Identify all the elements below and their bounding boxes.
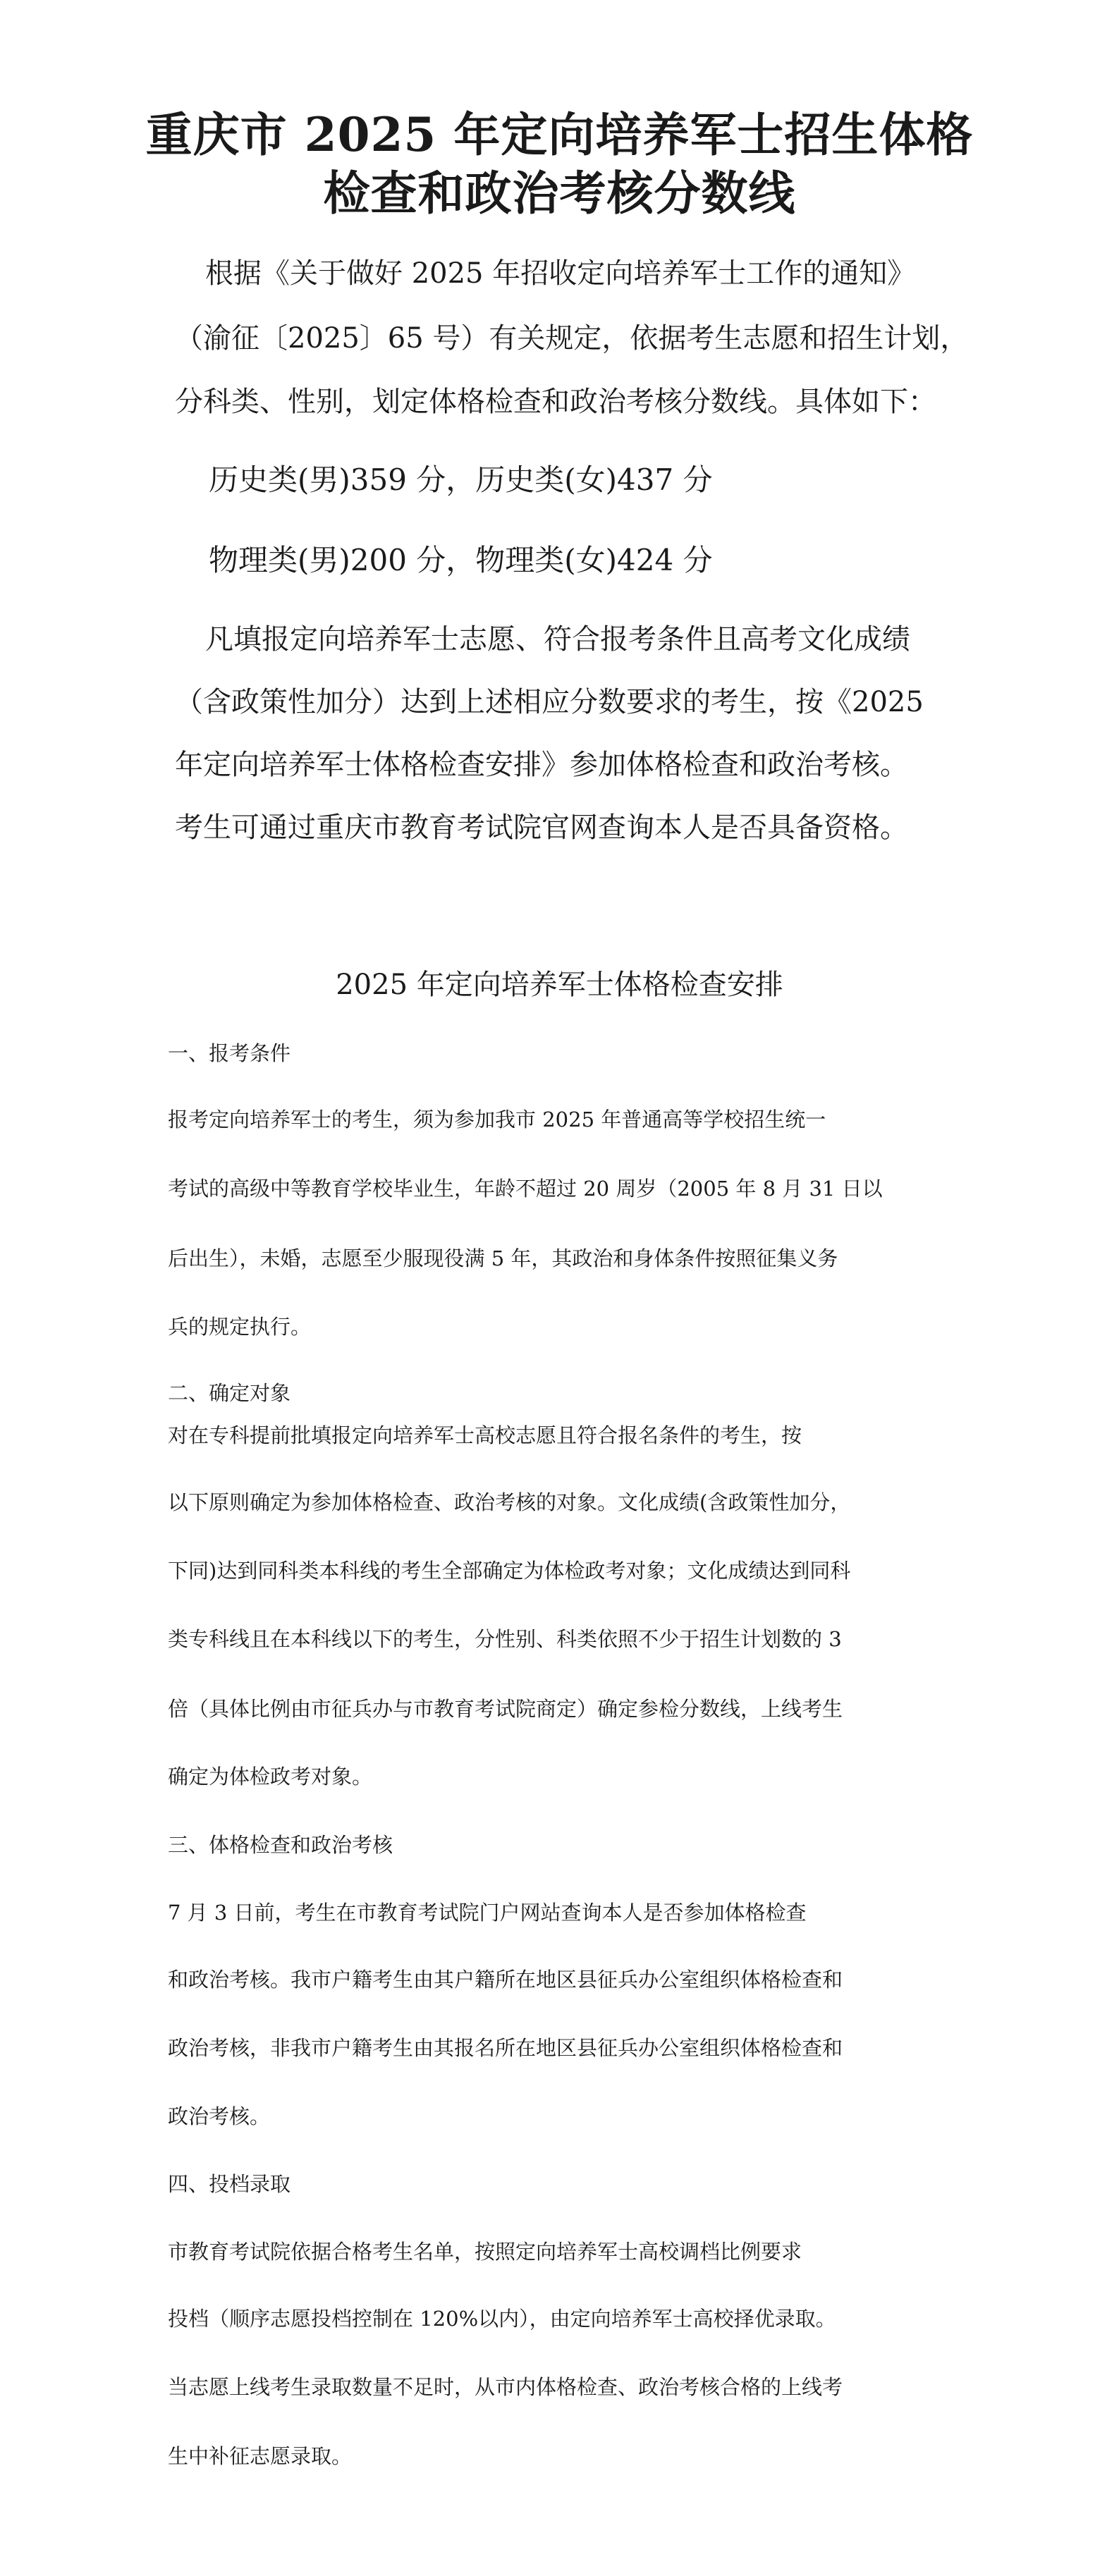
- intro-line: （渝征〔2025〕65 号）有关规定，依据考生志愿和招生计划，: [175, 322, 969, 355]
- section-line: 下同)达到同科类本科线的考生全部确定为体检政考对象；文化成绩达到同科: [168, 1559, 851, 1583]
- section-line: 报考定向培养军士的考生，须为参加我市 2025 年普通高等学校招生统一: [168, 1108, 826, 1131]
- section-line: 7 月 3 日前，考生在市教育考试院门户网站查询本人是否参加体格检查: [168, 1901, 807, 1925]
- notice-line: （含政策性加分）达到上述相应分数要求的考生，按《2025: [175, 686, 924, 718]
- notice-line: 年定向培养军士体格检查安排》参加体格检查和政治考核。: [175, 749, 908, 781]
- section-line: 市教育考试院依据合格考生名单，按照定向培养军士高校调档比例要求: [168, 2240, 802, 2264]
- section-line: 投档（顺序志愿投档控制在 120%以内），由定向培养军士高校择优录取。: [168, 2307, 836, 2331]
- section-line: 对在专科提前批填报定向培养军士高校志愿且符合报名条件的考生，按: [168, 1423, 802, 1447]
- section-line: 类专科线且在本科线以下的考生，分性别、科类依照不少于招生计划数的 3: [168, 1627, 842, 1651]
- section-line: 当志愿上线考生录取数量不足时，从市内体格检查、政治考核合格的上线考: [168, 2375, 843, 2399]
- section-line: 确定为体检政考对象。: [168, 1765, 373, 1789]
- section-line: 兵的规定执行。: [168, 1315, 312, 1339]
- section-heading: 四、投档录取: [168, 2172, 291, 2196]
- section-line: 政治考核，非我市户籍考生由其报名所在地区县征兵办公室组织体格检查和: [168, 2036, 843, 2060]
- section-line: 和政治考核。我市户籍考生由其户籍所在地区县征兵办公室组织体格检查和: [168, 1968, 843, 1992]
- section-line: 倍（具体比例由市征兵办与市教育考试院商定）确定参检分数线，上线考生: [168, 1697, 843, 1721]
- arrangement-title: 2025 年定向培养军士体格检查安排: [336, 969, 783, 1001]
- page-title-line-2: 检查和政治考核分数线: [323, 166, 796, 221]
- notice-line: 考生可通过重庆市教育考试院官网查询本人是否具备资格。: [175, 811, 908, 844]
- section-line: 考试的高级中等教育学校毕业生，年龄不超过 20 周岁（2005 年 8 月 31 日以: [168, 1177, 883, 1201]
- section-heading: 二、确定对象: [168, 1381, 291, 1405]
- score-line-history: 历史类(男)359 分，历史类(女)437 分: [209, 462, 713, 497]
- section-heading: 三、体格检查和政治考核: [168, 1833, 393, 1857]
- intro-line: 分科类、性别，划定体格检查和政治考核分数线。具体如下：: [175, 386, 936, 418]
- score-line-physics: 物理类(男)200 分，物理类(女)424 分: [209, 543, 713, 577]
- intro-line: 根据《关于做好 2025 年招收定向培养军士工作的通知》: [205, 257, 916, 290]
- notice-line: 凡填报定向培养军士志愿、符合报考条件且高考文化成绩: [205, 623, 910, 656]
- section-line: 生中补征志愿录取。: [168, 2444, 353, 2468]
- page-title-line-1: 重庆市 2025 年定向培养军士招生体格: [145, 107, 974, 162]
- section-heading: 一、报考条件: [168, 1041, 291, 1065]
- section-line: 政治考核。: [168, 2104, 271, 2128]
- section-line: 后出生），未婚，志愿至少服现役满 5 年，其政治和身体条件按照征集义务: [168, 1246, 838, 1270]
- section-line: 以下原则确定为参加体格检查、政治考核的对象。文化成绩(含政策性加分，: [168, 1490, 851, 1514]
